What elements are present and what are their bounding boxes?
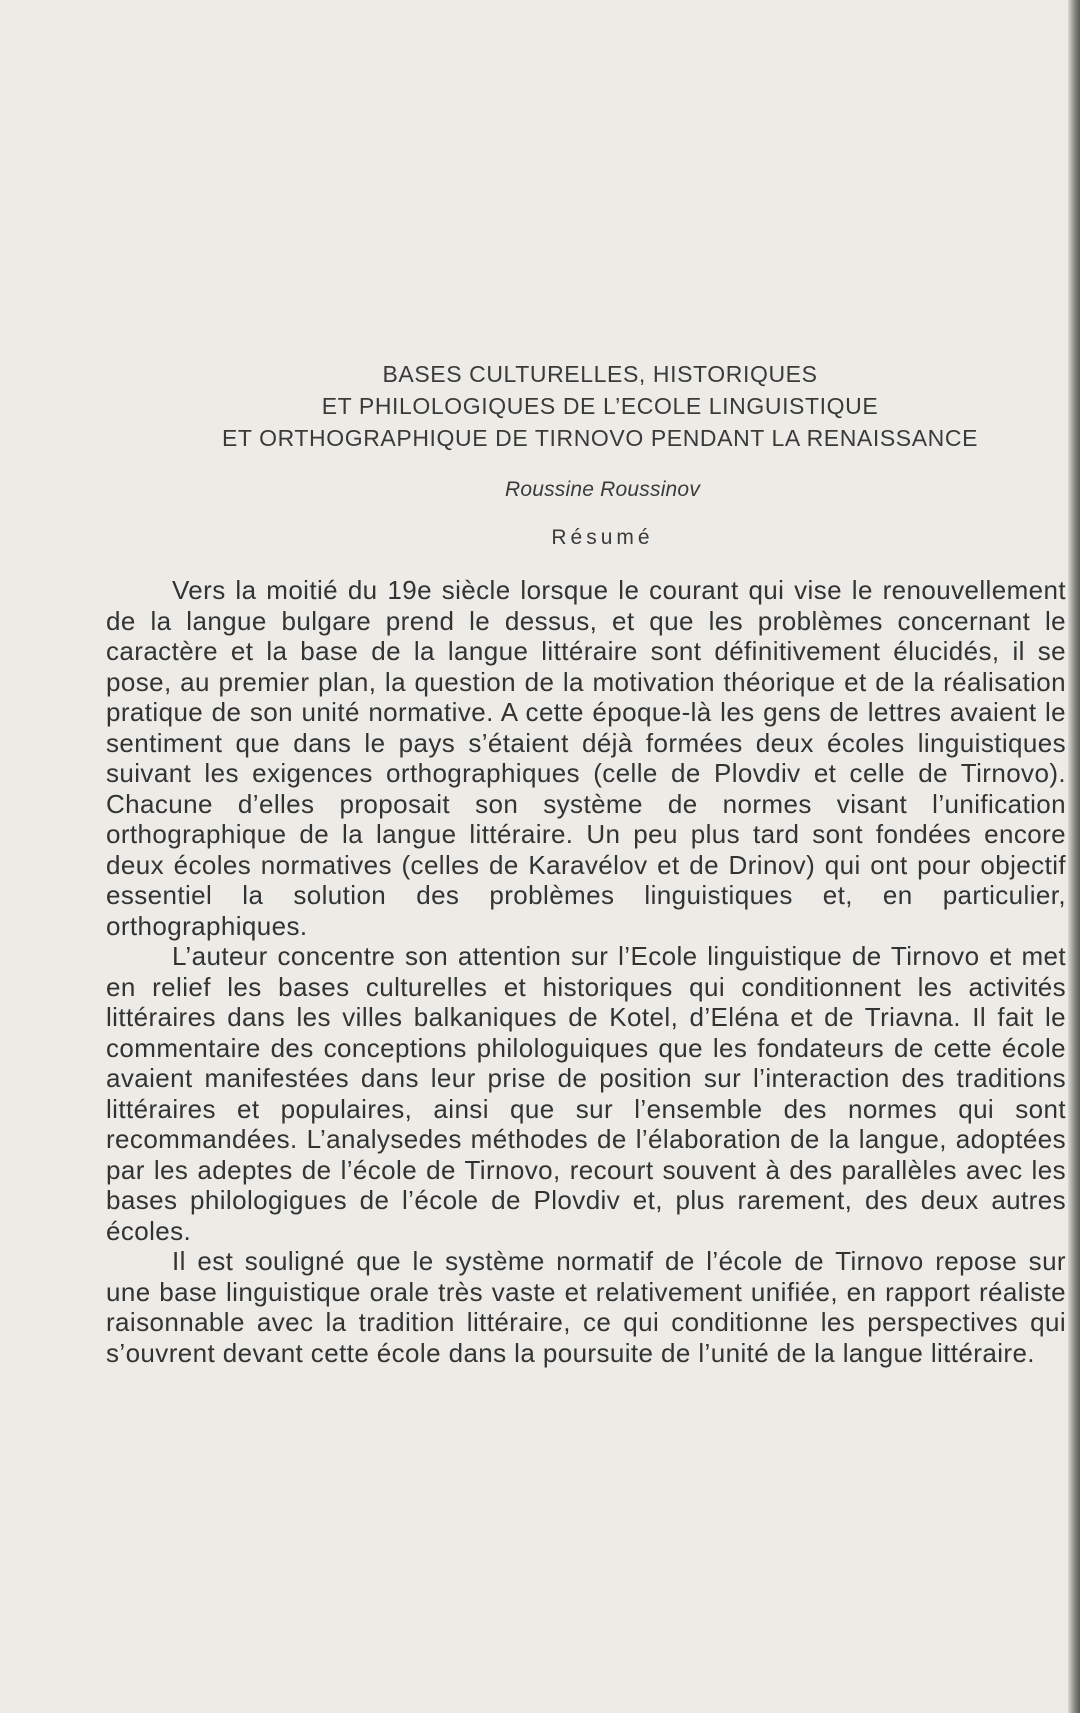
abstract-body: [106, 575, 1066, 1368]
title-line-3: ET ORTHOGRAPHIQUE DE TIRNOVO PENDANT LA RENAISSANCE: [221, 425, 979, 451]
title-line-1: BASES CULTURELLES, HISTORIQUES: [382, 361, 818, 387]
abstract-paragraph-1: Vers la moitié du 19e siècle lorsque le courant qui vise le renouvellement de la langue bulgare prend le dessus, et que les problèmes concernant le caractère et la base de la langue littéraire sont définitivement élucidés, il se pose, au premier plan, la question de la motivation théorique et de la réalisation pratique de son unité normative. A cette époque-là les gens de lettres avaient le sentiment que dans le pays s’étaient déjà formées deux écoles linguistiques suivant les exigences orthographiques (celle de Plovdiv et celle de Tirnovo). Chacune d’elles proposait son système de normes visant l’unification orthographique de la langue littéraire. Un peu plus tard sont fondées encore deux écoles normatives (celles de Karavélov et de Drinov) qui ont pour objectif essentiel la solution des problèmes linguistiques et, en particulier, orthographiques.: [106, 575, 1066, 941]
author-name: Roussine Roussinov: [504, 478, 701, 501]
abstract-paragraph-3: Il est souligné que le système normatif de l’école de Tirnovo repose sur une base linguistique orale très vaste et relativement unifiée, en rapport réaliste raisonnable avec la tradition littéraire, ce qui conditionne les perspectives qui s’ouvrent devant cette école dans la poursuite de l’unité de la langue littéraire.: [106, 1246, 1066, 1368]
title-line-2: ET PHILOLOGIQUES DE L’ECOLE LINGUISTIQUE: [321, 393, 879, 419]
article-title: [140, 358, 1060, 454]
section-label-resume: Résumé: [551, 526, 654, 549]
page-edge-shadow: [1068, 0, 1080, 1713]
abstract-paragraph-2: L’auteur concentre son attention sur l’Ecole linguistique de Tirnovo et met en relief les bases culturelles et historiques qui conditionnent les activités littéraires dans les villes balkaniques de Kotel, d’Eléna et de Triavna. Il fait le commentaire des conceptions philologuiques que les fondateurs de cette école avaient manifestées dans leur prise de position sur l’interaction des traditions littéraires et populaires, ainsi que sur l’ensemble des normes qui sont recommandées. L’analysedes méthodes de l’élaboration de la langue, adoptées par les adeptes de l’école de Tirnovo, recourt souvent à des parallèles avec les bases philologigues de l’école de Plovdiv et, plus rarement, des deux autres écoles.: [106, 941, 1066, 1246]
